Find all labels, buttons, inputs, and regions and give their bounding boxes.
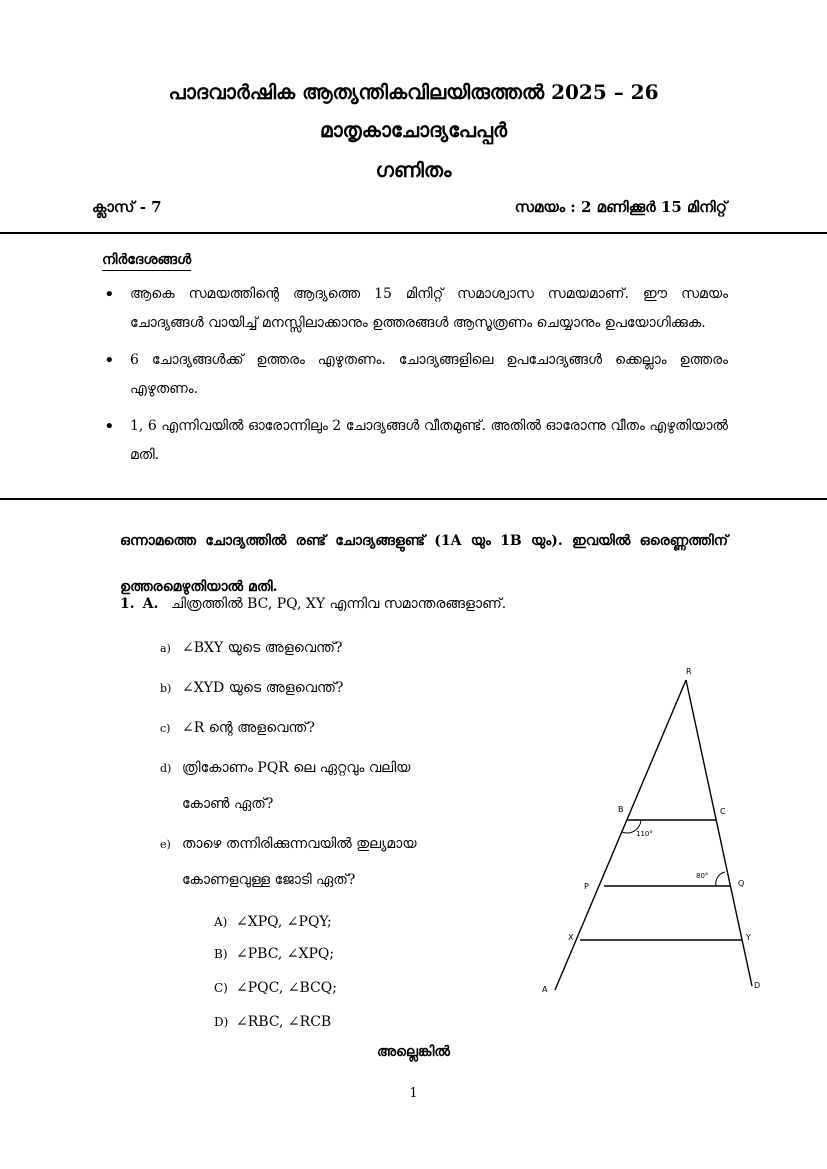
- option-a: A) ∠XPQ, ∠PQY;: [214, 914, 332, 930]
- exam-title: പാദവാർഷിക ആത്യന്തികവിലയിരുത്തൽ 2025 – 26: [168, 80, 659, 104]
- angle-q-value: 80°: [696, 872, 709, 880]
- section-intro: ഒന്നാമത്തെ ചോദ്യത്തിൽ രണ്ട് ചോദ്യങ്ങളുണ്ട് (1A യും 1B യും). ഇവയിൽ ഒരെണ്ണത്തിന് ഉത്തരമെഴുതിയാൽ മതി.: [120, 533, 728, 595]
- or-separator: അല്ലെങ്കിൽ: [376, 1044, 450, 1060]
- label-c: C: [720, 807, 726, 816]
- sub-question-e-cont: കോണളവുള്ള ജോടി ഏത്?: [182, 872, 356, 888]
- instructions-list: [100, 280, 728, 478]
- label-q: Q: [738, 879, 745, 888]
- paper-title: മാതൃകാചോദ്യപേപ്പർ: [319, 118, 508, 142]
- sub-question-c: c) ∠R ന്റെ അളവെന്ത്?: [160, 720, 315, 736]
- instruction-item: • ആകെ സമയത്തിന്റെ ആദ്യത്തെ 15 മിനിറ്റ് സമാശ്വാസ സമയമാണ്. ഈ സമയം ചോദ്യങ്ങൾ വായിച്ച് മനസ്സിലാക്കാനും ഉത്തരങ്ങൾ ആസൂത്രണം ചെയ്യാനും ഉപയോഗിക്കുക.: [100, 280, 728, 338]
- label-y: Y: [746, 933, 751, 942]
- label-p: P: [584, 882, 589, 891]
- page-number: 1: [409, 1086, 418, 1101]
- question-part: A.: [142, 596, 159, 612]
- label-r: R: [686, 667, 692, 676]
- instructions-divider: [0, 498, 827, 500]
- sub-question-d-cont: കോൺ ഏത്?: [182, 796, 274, 812]
- angle-b-value: 110°: [636, 830, 653, 838]
- instruction-item: • 6 ചോദ്യങ്ങൾക്ക് ഉത്തരം എഴുതണം. ചോദ്യങ്ങളിലെ ഉപചോദ്യങ്ങൾ ക്കെല്ലാം ഉത്തരം എഴുതണം.: [100, 346, 728, 404]
- label-a: A: [542, 985, 548, 994]
- sub-question-e: e) താഴെ തന്നിരിക്കുന്നവയിൽ തുല്യമായ: [160, 836, 417, 852]
- option-b: B) ∠PBC, ∠XPQ;: [214, 946, 335, 962]
- time-label: സമയം : 2 മണിക്കൂർ 15 മിനിറ്റ്: [514, 198, 727, 216]
- sub-question-a: a) ∠BXY യുടെ അളവെന്ത്?: [160, 640, 343, 656]
- option-c: C) ∠PQC, ∠BCQ;: [214, 980, 337, 996]
- subject-title: ഗണിതം: [375, 158, 452, 182]
- sub-question-d: d) ത്രികോണം PQR ലെ ഏറ്റവും വലിയ: [160, 760, 411, 776]
- sub-question-b: b) ∠XYD യുടെ അളവെന്ത്?: [160, 680, 344, 696]
- parallel-lines-figure: [520, 660, 780, 1000]
- option-d: D) ∠RBC, ∠RCB: [214, 1014, 332, 1030]
- label-d: D: [754, 981, 761, 990]
- instructions-heading: നിർദേശങ്ങൾ: [102, 252, 191, 271]
- question-1a: [120, 596, 506, 612]
- question-text: ചിത്രത്തിൽ BC, PQ, XY എന്നിവ സമാന്തരങ്ങളാണ്.: [170, 596, 507, 612]
- instruction-item: • 1, 6 എന്നിവയിൽ ഓരോന്നിലും 2 ചോദ്യങ്ങൾ വീതമുണ്ട്. അതിൽ ഓരോന്നു വീതം എഴുതിയാൽ മതി.: [100, 412, 728, 470]
- angle-q-arc: [716, 872, 725, 886]
- class-label: ക്ലാസ് - 7: [92, 198, 162, 216]
- line-ra: [555, 680, 686, 990]
- label-x: X: [568, 933, 574, 942]
- question-number: 1.: [120, 596, 135, 612]
- header-divider: [0, 232, 827, 234]
- label-b: B: [618, 805, 624, 814]
